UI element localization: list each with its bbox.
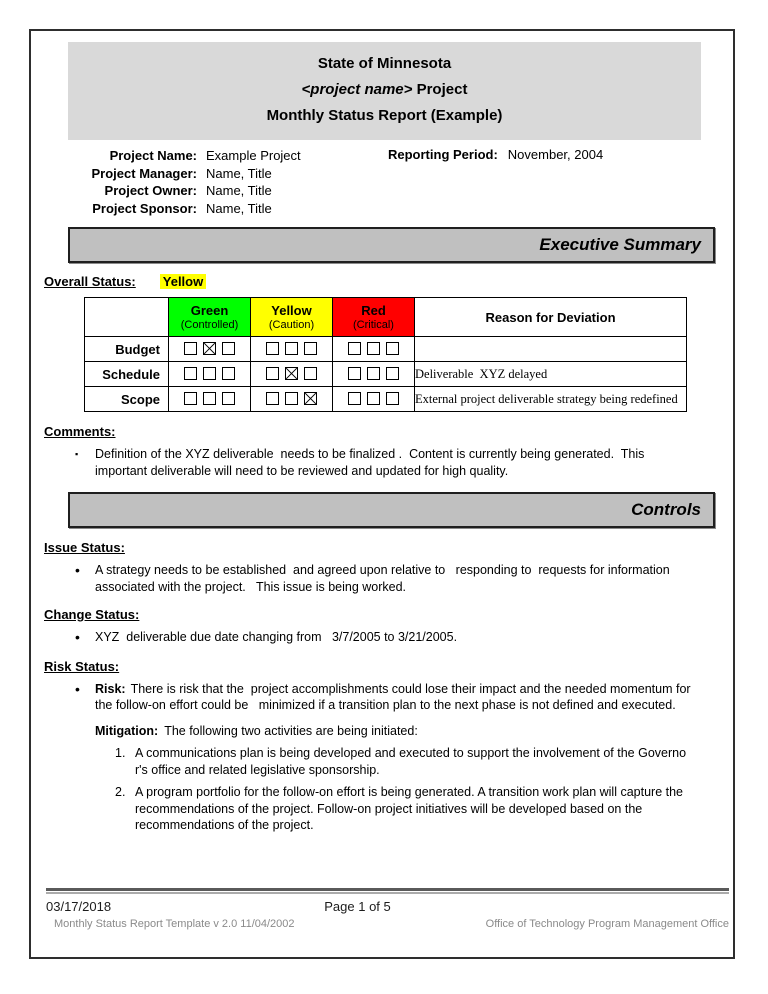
checkbox-unchecked-icon — [386, 342, 399, 355]
checkbox-unchecked-icon — [203, 392, 216, 405]
check-cell — [333, 387, 415, 412]
footer-row-1 — [46, 899, 729, 915]
checkbox-unchecked-icon — [348, 367, 361, 380]
check-cell — [169, 337, 251, 362]
table-row-scope — [85, 387, 687, 412]
check-cell — [251, 387, 333, 412]
report-project-line — [68, 77, 701, 103]
comments-bullet — [75, 446, 720, 479]
list-item-text: A communications plan is being developed and executed to support the involvement of the Governo r's office and related legislative sponsorship. — [135, 746, 690, 777]
project-suffix: Project — [412, 81, 468, 98]
round-bullet-icon — [75, 562, 95, 595]
checkbox-unchecked-icon — [348, 342, 361, 355]
check-cell — [251, 362, 333, 387]
status-table-header-row — [85, 298, 687, 337]
overall-status-row — [44, 274, 720, 289]
checkbox-unchecked-icon — [266, 367, 279, 380]
checkbox-unchecked-icon — [184, 342, 197, 355]
square-bullet-icon — [75, 446, 95, 479]
checkbox-unchecked-icon — [348, 392, 361, 405]
footer-divider-light — [46, 892, 729, 894]
checkbox-unchecked-icon — [285, 392, 298, 405]
check-cell — [333, 337, 415, 362]
mitigation-item-2 — [115, 784, 720, 834]
checkbox-unchecked-icon — [367, 342, 380, 355]
field-label: Project Name: — [109, 148, 197, 163]
checkbox-unchecked-icon — [266, 342, 279, 355]
footer-office: Office of Technology Program Management Office — [485, 918, 729, 930]
checkbox-unchecked-icon — [184, 367, 197, 380]
list-number: 2. — [115, 785, 126, 799]
table-row-schedule — [85, 362, 687, 387]
footer-date: 03/17/2018 — [46, 899, 112, 914]
check-cell — [251, 337, 333, 362]
status-table — [84, 297, 687, 412]
section-bar-label: Controls — [631, 500, 701, 519]
checkbox-checked-icon — [285, 367, 298, 380]
check-cell — [169, 362, 251, 387]
field-label: Project Owner: — [104, 183, 197, 198]
table-row-budget — [85, 337, 687, 362]
checkbox-unchecked-icon — [304, 367, 317, 380]
reason-cell — [415, 337, 687, 362]
section-bar-executive-summary — [68, 227, 715, 263]
checkbox-checked-icon — [203, 342, 216, 355]
round-bullet-icon — [75, 629, 95, 647]
row-label: Schedule — [85, 362, 169, 387]
footer-divider — [46, 888, 729, 891]
row-label: Budget — [85, 337, 169, 362]
reason-cell: External project deliverable strategy being redefined — [415, 387, 687, 412]
checkbox-unchecked-icon — [222, 342, 235, 355]
section-bar-label: Executive Summary — [539, 235, 701, 254]
report-content — [31, 31, 733, 957]
field-value: Example Project — [206, 148, 301, 163]
checkbox-unchecked-icon — [367, 392, 380, 405]
risk-status-heading: Risk Status: — [44, 658, 120, 674]
column-header-yellow — [251, 298, 333, 337]
comments-heading: Comments: — [44, 424, 116, 439]
column-sublabel: (Critical) — [353, 318, 394, 331]
footer-row-2 — [46, 918, 729, 930]
report-org: State of Minnesota — [317, 55, 452, 72]
mitigation-item-1 — [115, 745, 720, 778]
risk-text-block — [95, 681, 695, 714]
column-header-red — [333, 298, 415, 337]
issue-bullet — [75, 562, 720, 595]
project-info-grid — [44, 147, 720, 217]
change-status-heading: Change Status: — [44, 607, 140, 622]
column-label: Yellow — [271, 302, 312, 318]
project-info-block — [44, 147, 720, 217]
list-item-text: A program portfolio for the follow-on effort is being generated. A transition work plan will capture the recommendations of the project. Follow-on project initiatives will be developed based on the recommendations of the project. — [135, 785, 687, 832]
field-value: Name, Title — [206, 200, 272, 216]
issue-text: A strategy needs to be established and agreed upon relative to responding to requests for information associated with the project. This issue is being worked. — [95, 563, 674, 594]
checkbox-unchecked-icon — [285, 342, 298, 355]
overall-status-value: Yellow — [160, 274, 206, 289]
section-bar-controls — [68, 492, 715, 528]
checkbox-unchecked-icon — [184, 392, 197, 405]
page-border — [29, 29, 735, 959]
project-name-placeholder: <project name> — [301, 81, 413, 98]
checkbox-unchecked-icon — [304, 342, 317, 355]
issue-status-heading: Issue Status: — [44, 540, 125, 555]
report-title: Monthly Status Report (Example) — [266, 107, 503, 124]
overall-status-label: Overall Status: — [44, 274, 136, 289]
field-label: Project Sponsor: — [92, 200, 197, 216]
checkbox-unchecked-icon — [386, 392, 399, 405]
page-footer — [46, 888, 729, 930]
status-table-corner-cell — [85, 298, 169, 337]
field-value: Name, Title — [206, 183, 272, 198]
field-value: Name, Title — [206, 165, 272, 181]
comments-text: Definition of the XYZ deliverable needs to be finalized . Content is currently being generated. This important deliverable will need to be reviewed and updated for high quality. — [95, 447, 648, 478]
column-sublabel: (Controlled) — [180, 318, 239, 331]
row-label: Scope — [85, 387, 169, 412]
checkbox-checked-icon — [304, 392, 317, 405]
mitigation-label: Mitigation: — [95, 723, 159, 738]
risk-text: There is risk that the project accomplishments could lose their impact and the needed momentum for the follow-on effort could be minimized if a transition plan to the next phase is not defined and executed. — [95, 681, 695, 712]
footer-template-version: Monthly Status Report Template v 2.0 11/04/2002 — [54, 918, 295, 930]
column-sublabel: (Caution) — [268, 318, 315, 331]
mitigation-line — [95, 723, 720, 740]
footer-page-number: Page 1 of 5 — [324, 899, 391, 914]
list-number: 1. — [115, 746, 126, 760]
check-cell — [169, 387, 251, 412]
checkbox-unchecked-icon — [367, 367, 380, 380]
checkbox-unchecked-icon — [203, 367, 216, 380]
reporting-period — [388, 147, 603, 162]
checkbox-unchecked-icon — [222, 367, 235, 380]
field-label: Project Manager: — [91, 165, 197, 181]
reporting-period-value: November, 2004 — [507, 147, 604, 162]
column-label: Green — [190, 302, 229, 318]
change-text: XYZ deliverable due date changing from 3/7/2005 to 3/21/2005. — [95, 630, 458, 644]
round-bullet-icon — [75, 681, 95, 714]
checkbox-unchecked-icon — [386, 367, 399, 380]
reason-column-header: Reason for Deviation — [415, 298, 687, 337]
mitigation-text: The following two activities are being initiated: — [164, 723, 418, 738]
report-title-box — [68, 42, 701, 140]
checkbox-unchecked-icon — [266, 392, 279, 405]
risk-label: Risk: — [95, 681, 126, 696]
risk-bullet — [75, 681, 720, 714]
column-label: Red — [361, 302, 386, 318]
reason-cell: Deliverable XYZ delayed — [415, 362, 687, 387]
checkbox-unchecked-icon — [222, 392, 235, 405]
reporting-period-label: Reporting Period: — [388, 147, 498, 162]
check-cell — [333, 362, 415, 387]
column-header-green — [169, 298, 251, 337]
change-bullet — [75, 629, 720, 647]
